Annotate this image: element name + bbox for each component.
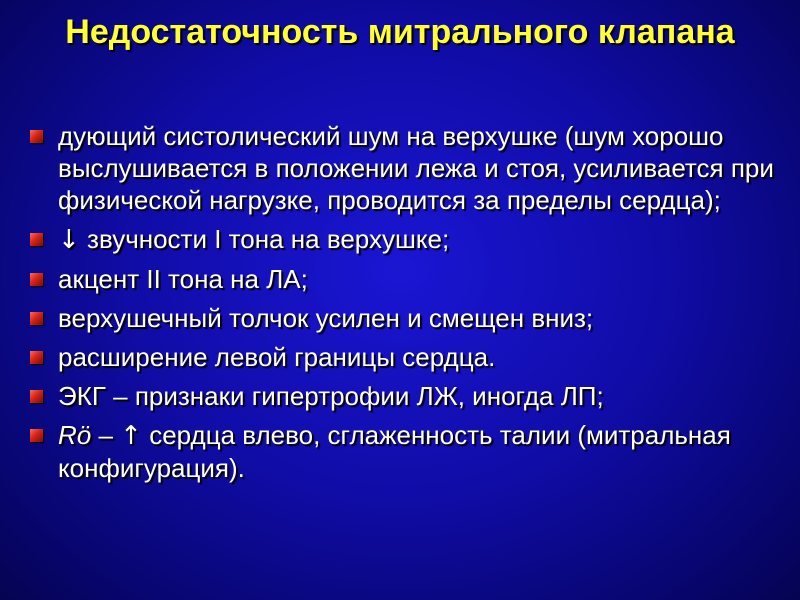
bullet-text: верхушечный толчок усилен и смещен вниз; — [58, 303, 594, 333]
red-square-bullet-icon — [30, 273, 43, 286]
up-arrow-icon: ↑ — [120, 421, 142, 451]
bullet-text: дующий систолический шум на верхушке (шум хорошо выслушивается в положении лежа и стоя, усиливается при физической нагрузке, проводится за пределы сердца); — [58, 121, 774, 215]
bullet-item-second-tone — [28, 263, 778, 295]
red-square-bullet-icon — [30, 233, 43, 246]
bullet-text: звучности I тона на верхушке; — [87, 224, 450, 254]
red-square-bullet-icon — [30, 390, 43, 403]
bullet-text: акцент II тона на ЛА; — [58, 264, 308, 294]
bullet-item-apex-beat — [28, 302, 778, 334]
red-square-bullet-icon — [30, 130, 43, 143]
down-arrow-icon: ↓ — [58, 225, 80, 255]
bullet-item-systolic-murmur — [28, 120, 778, 216]
red-square-bullet-icon — [30, 351, 43, 364]
xray-prefix: Rö — [58, 420, 92, 450]
bullet-text: сердца влево, сглаженность талии (митральная конфигурация). — [58, 420, 731, 483]
bullet-item-ecg — [28, 380, 778, 412]
bullet-item-first-tone — [28, 223, 778, 256]
red-square-bullet-icon — [30, 312, 43, 325]
red-square-bullet-icon — [30, 429, 43, 442]
bullet-list — [28, 120, 778, 491]
bullet-text: ЭКГ – признаки гипертрофии ЛЖ, иногда ЛП; — [58, 381, 604, 411]
dash: – — [91, 420, 121, 450]
bullet-item-xray — [28, 419, 778, 484]
slide-title: Недостаточность митрального клапана — [65, 13, 735, 51]
bullet-text: расширение левой границы сердца. — [58, 342, 496, 372]
bullet-item-left-border — [28, 341, 778, 373]
